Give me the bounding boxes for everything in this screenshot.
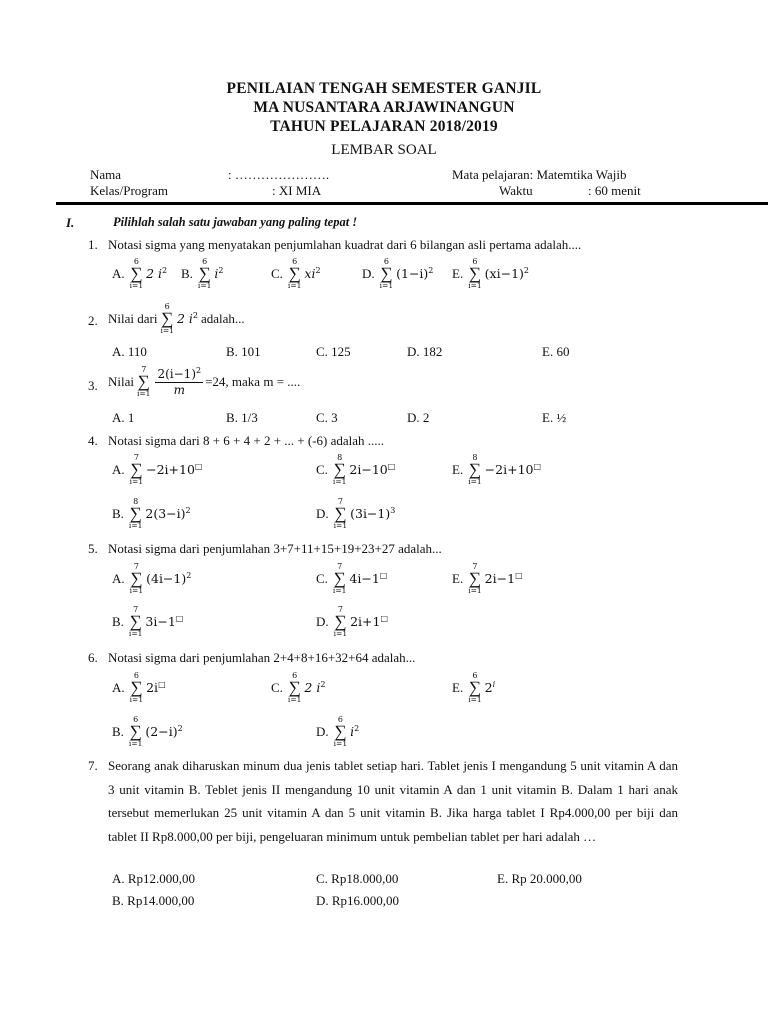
option-label: A. bbox=[112, 265, 125, 281]
q7-option-b[interactable]: B. Rp14.000,00 bbox=[112, 893, 195, 908]
option-expression: $2(3-i)^2$ bbox=[145, 506, 191, 522]
option-expression: $(4i-1)^2$ bbox=[146, 571, 192, 587]
exam-title: PENILAIAN TENGAH SEMESTER GANJIL bbox=[226, 80, 542, 97]
option-expression: −2i+10□ bbox=[146, 462, 203, 478]
q4-number: 4. bbox=[88, 433, 98, 448]
q3-number: 3. bbox=[88, 378, 98, 393]
q3-option-e[interactable]: E. ½ bbox=[542, 410, 567, 425]
q2-option-a[interactable]: A. 110 bbox=[112, 344, 147, 359]
q3-text: Nilai 7 ∑ i=1 $\frac{2(i-1)^2}{m}$ =24, maka m = .... bbox=[108, 365, 301, 399]
option-expression: $(1-i)^2$ bbox=[396, 266, 434, 282]
sigma-symbol: 6 ∑ i=1 bbox=[468, 257, 482, 291]
q7-option-d[interactable]: D. Rp16.000,00 bbox=[316, 893, 400, 908]
q6-number: 6. bbox=[88, 650, 98, 665]
q5-option-c[interactable] bbox=[316, 563, 387, 595]
option-label: A. bbox=[112, 570, 125, 586]
option-label: E. bbox=[452, 570, 464, 586]
sigma-symbol: 8 ∑ i=1 bbox=[332, 453, 347, 487]
q5-text: Notasi sigma dari penjumlahan 3+7+11+15+19+23+27 adalah... bbox=[108, 541, 442, 556]
q2-text: Nilai dari 6 ∑ i=1 2 $i^2$ adalah... bbox=[108, 302, 245, 336]
option-expression: 2i+1□ bbox=[350, 614, 389, 630]
option-expression: $(xi-1)^2$ bbox=[484, 266, 529, 282]
sigma-symbol: 6 ∑ i=1 bbox=[287, 257, 302, 291]
option-expression: $xi^2$ bbox=[304, 266, 321, 282]
q1-option-c[interactable] bbox=[271, 258, 321, 290]
sigma-symbol: 6 ∑ i=1 bbox=[468, 671, 482, 705]
q6-option-a[interactable] bbox=[112, 672, 166, 704]
option-label: C. bbox=[271, 679, 283, 695]
q2-option-d[interactable]: D. 182 bbox=[407, 344, 443, 359]
sigma-symbol: 7 ∑ i=1 bbox=[128, 605, 143, 639]
waktu-value: : 60 menit bbox=[588, 183, 641, 198]
q3-fraction: $\frac{2(i-1)^2}{m}$ bbox=[157, 365, 202, 397]
q6-option-d[interactable] bbox=[316, 716, 359, 748]
option-label: A. bbox=[112, 679, 125, 695]
option-expression: 2i−1□ bbox=[484, 571, 523, 587]
sigma-symbol: 7 ∑ i=1 bbox=[137, 365, 151, 399]
sigma-symbol: 6 ∑ i=1 bbox=[128, 715, 143, 749]
option-expression: 2i−10□ bbox=[349, 462, 396, 478]
q3-option-d[interactable]: D. 2 bbox=[407, 410, 430, 425]
q7-text: Seorang anak diharuskan minum dua jenis tablet setiap hari. Tablet jenis I mengandung 5 unit vitamin A dan 3 unit vitamin B. Teblet jenis II mengandung 10 unit vitamin A dan 1 unit vitamin B. Dalam 1 hari anak tersebut memerlukan 25 unit vitamin A dan 5 unit vitamin B. Jika harga tablet I Rp4.000,00 per biji dan tablet II Rp8.000,00 per biji, pengeluaran minimum untuk pembelian tablet per hari adalah … bbox=[108, 758, 678, 844]
option-expression: 2 $i^2$ bbox=[304, 680, 326, 696]
nama-value: : …………………. bbox=[228, 167, 330, 182]
q7-option-e[interactable]: E. Rp 20.000,00 bbox=[497, 871, 582, 886]
q4-option-a[interactable] bbox=[112, 454, 202, 486]
option-expression: 2i□ bbox=[146, 680, 166, 696]
q5-option-a[interactable] bbox=[112, 563, 191, 595]
q6-text: Notasi sigma dari penjumlahan 2+4+8+16+32+64 adalah... bbox=[108, 650, 416, 665]
q5-option-b[interactable] bbox=[112, 606, 183, 638]
q2-option-e[interactable]: E. 60 bbox=[542, 344, 570, 359]
q4-option-e[interactable] bbox=[452, 454, 541, 486]
q4-option-d[interactable] bbox=[316, 498, 395, 530]
q1-number: 1. bbox=[88, 237, 98, 252]
sigma-symbol: 7 ∑ i=1 bbox=[332, 562, 347, 596]
sigma-symbol: 6 ∑ i=1 bbox=[287, 671, 302, 705]
sigma-symbol: 7 ∑ i=1 bbox=[468, 562, 482, 596]
option-label: B. bbox=[112, 505, 124, 521]
sigma-symbol: 7 ∑ i=1 bbox=[129, 562, 144, 596]
q7-option-c[interactable]: C. Rp18.000,00 bbox=[316, 871, 399, 886]
school-name: MA NUSANTARA ARJAWINANGUN bbox=[253, 99, 515, 116]
sigma-symbol: 6 ∑ i=1 bbox=[160, 302, 174, 336]
q1-option-a[interactable] bbox=[112, 258, 167, 290]
sheet-title: LEMBAR SOAL bbox=[331, 142, 437, 158]
kelas-label: Kelas/Program bbox=[90, 183, 168, 198]
q5-number: 5. bbox=[88, 541, 98, 556]
option-expression: 2$^i$ bbox=[484, 680, 496, 696]
sigma-symbol: 7 ∑ i=1 bbox=[129, 453, 144, 487]
sigma-symbol: 6 ∑ i=1 bbox=[379, 257, 394, 291]
sigma-symbol: 6 ∑ i=1 bbox=[129, 671, 144, 705]
sigma-symbol: 7 ∑ i=1 bbox=[333, 497, 348, 531]
option-label: D. bbox=[362, 265, 375, 281]
option-expression: 4i−1□ bbox=[349, 571, 388, 587]
option-label: E. bbox=[452, 265, 464, 281]
option-expression: −2i+10□ bbox=[484, 462, 542, 478]
option-expression: $(2-i)^2$ bbox=[145, 724, 183, 740]
option-label: D. bbox=[316, 505, 329, 521]
q1-option-b[interactable] bbox=[181, 258, 223, 290]
q1-option-e[interactable] bbox=[452, 258, 529, 290]
sigma-symbol: 7 ∑ i=1 bbox=[333, 605, 348, 639]
q7-number: 7. bbox=[88, 758, 98, 773]
option-label: E. bbox=[452, 461, 464, 477]
q3-option-b[interactable]: B. 1/3 bbox=[226, 410, 258, 425]
option-label: C. bbox=[316, 461, 328, 477]
nama-label: Nama bbox=[90, 167, 122, 182]
section-numeral: I. bbox=[66, 215, 75, 230]
q4-text: Notasi sigma dari 8 + 6 + 4 + 2 + ... + (-6) adalah ..... bbox=[108, 433, 385, 448]
waktu-label: Waktu bbox=[499, 183, 533, 198]
q2-option-b[interactable]: B. 101 bbox=[226, 344, 261, 359]
option-label: A. bbox=[112, 461, 125, 477]
q2-number: 2. bbox=[88, 313, 98, 328]
subject-label: Mata pelajaran: Matemtika Wajib bbox=[452, 167, 627, 182]
sigma-symbol: 8 ∑ i=1 bbox=[128, 497, 143, 531]
option-label: B. bbox=[112, 723, 124, 739]
q7-option-a[interactable]: A. Rp12.000,00 bbox=[112, 871, 196, 886]
q6-option-c[interactable] bbox=[271, 672, 325, 704]
q5-option-d[interactable] bbox=[316, 606, 388, 638]
q1-text: Notasi sigma yang menyatakan penjumlahan kuadrat dari 6 bilangan asli pertama adalah.... bbox=[108, 237, 582, 252]
q2-option-c[interactable]: C. 125 bbox=[316, 344, 351, 359]
q6-option-e[interactable] bbox=[452, 672, 495, 704]
option-expression: 3i−1□ bbox=[145, 614, 184, 630]
q6-option-b[interactable] bbox=[112, 716, 183, 748]
sigma-symbol: 6 ∑ i=1 bbox=[197, 257, 212, 291]
q3-option-c[interactable]: C. 3 bbox=[316, 410, 338, 425]
option-label: E. bbox=[452, 679, 464, 695]
option-label: C. bbox=[271, 265, 283, 281]
header-divider bbox=[56, 202, 768, 205]
option-label: B. bbox=[181, 265, 193, 281]
q2-expression: 2 $i^2$ bbox=[176, 311, 198, 327]
sigma-symbol: 6 ∑ i=1 bbox=[333, 715, 348, 749]
option-label: B. bbox=[112, 613, 124, 629]
sigma-symbol: 8 ∑ i=1 bbox=[468, 453, 482, 487]
option-label: D. bbox=[316, 613, 329, 629]
option-label: D. bbox=[316, 723, 329, 739]
q4-option-c[interactable] bbox=[316, 454, 395, 486]
sigma-symbol: 6 ∑ i=1 bbox=[129, 257, 144, 291]
option-label: C. bbox=[316, 570, 328, 586]
option-expression: $i^2$ bbox=[214, 266, 224, 282]
q4-option-b[interactable] bbox=[112, 498, 191, 530]
academic-year: TAHUN PELAJARAN 2018/2019 bbox=[270, 118, 498, 135]
section-instruction: Pilihlah salah satu jawaban yang paling tepat ! bbox=[113, 215, 358, 229]
kelas-value: : XI MIA bbox=[272, 183, 322, 198]
option-expression: 2 $i^2$ bbox=[146, 266, 168, 282]
q1-option-d[interactable] bbox=[362, 258, 433, 290]
option-expression: $(3i-1)^3$ bbox=[350, 506, 396, 522]
q5-option-e[interactable] bbox=[452, 563, 523, 595]
q3-option-a[interactable]: A. 1 bbox=[112, 410, 135, 425]
option-expression: $i^2$ bbox=[350, 724, 360, 740]
